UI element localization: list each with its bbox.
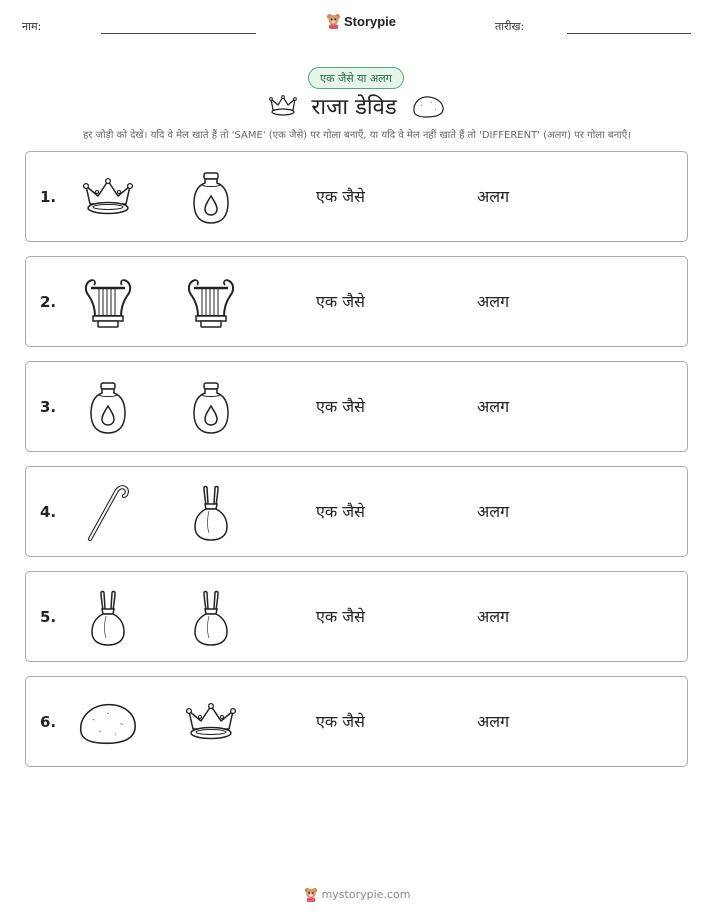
row-number: 2. bbox=[40, 293, 57, 311]
same-option[interactable]: एक जैसे bbox=[316, 397, 365, 416]
oil-jar-icon bbox=[181, 362, 241, 453]
harp-icon bbox=[78, 257, 138, 348]
oil-jar-icon bbox=[78, 362, 138, 453]
bear-icon bbox=[326, 13, 341, 29]
different-option[interactable]: अलग bbox=[477, 187, 510, 206]
pair-row bbox=[25, 151, 688, 242]
date-label: तारीख: bbox=[495, 20, 525, 33]
footer bbox=[0, 887, 714, 902]
staff-icon bbox=[78, 467, 138, 558]
different-option[interactable]: अलग bbox=[477, 502, 510, 521]
crown-icon bbox=[269, 94, 297, 118]
footer-url: mystorypie.com bbox=[321, 888, 411, 901]
pouch-icon bbox=[181, 572, 241, 663]
bear-icon bbox=[304, 887, 318, 902]
same-option[interactable]: एक जैसे bbox=[316, 712, 365, 731]
row-number: 5. bbox=[40, 608, 57, 626]
crown-icon bbox=[181, 677, 241, 768]
pair-row bbox=[25, 571, 688, 662]
harp-icon bbox=[181, 257, 241, 348]
name-label: नाम: bbox=[22, 20, 42, 33]
stone-icon bbox=[78, 677, 138, 768]
different-option[interactable]: अलग bbox=[477, 607, 510, 626]
same-option[interactable]: एक जैसे bbox=[316, 607, 365, 626]
brand-logo bbox=[326, 13, 396, 29]
pouch-icon bbox=[78, 572, 138, 663]
row-number: 3. bbox=[40, 398, 57, 416]
same-option[interactable]: एक जैसे bbox=[316, 187, 365, 206]
title-row bbox=[0, 91, 714, 121]
stone-icon bbox=[411, 93, 445, 119]
worksheet-type-badge: एक जैसे या अलग bbox=[308, 67, 404, 89]
row-number: 4. bbox=[40, 503, 57, 521]
same-option[interactable]: एक जैसे bbox=[316, 502, 365, 521]
row-number: 1. bbox=[40, 188, 57, 206]
row-number: 6. bbox=[40, 713, 57, 731]
pair-row bbox=[25, 466, 688, 557]
pair-row bbox=[25, 361, 688, 452]
date-line[interactable] bbox=[567, 33, 691, 34]
same-option[interactable]: एक जैसे bbox=[316, 292, 365, 311]
crown-icon bbox=[78, 152, 138, 243]
page-title: राजा डेविड bbox=[311, 95, 397, 120]
different-option[interactable]: अलग bbox=[477, 292, 510, 311]
pouch-icon bbox=[181, 467, 241, 558]
different-option[interactable]: अलग bbox=[477, 712, 510, 731]
brand-name: Storypie bbox=[344, 13, 397, 29]
instructions: हर जोड़ी को देखें। यदि वे मेल खाते हैं तो 'SAME' (एक जैसे) पर गोला बनाएँ, या यदि वे मेल नहीं खाते हैं तो 'DIFFERENT' (अलग) पर गोला बनाएँ। bbox=[82, 130, 632, 141]
pair-row bbox=[25, 676, 688, 767]
name-line[interactable] bbox=[101, 33, 256, 34]
pair-row bbox=[25, 256, 688, 347]
different-option[interactable]: अलग bbox=[477, 397, 510, 416]
oil-jar-icon bbox=[181, 152, 241, 243]
